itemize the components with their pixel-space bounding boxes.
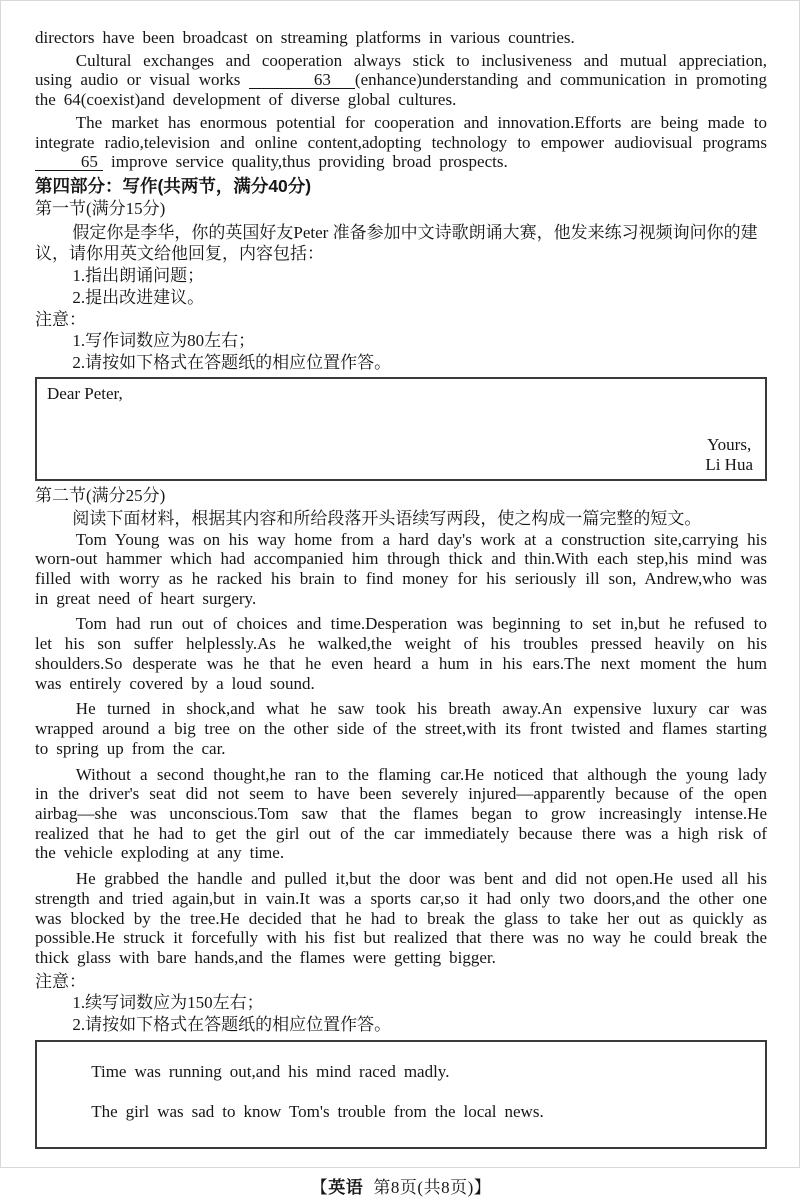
grammar-paragraph-63-before: Cultural exchanges and cooperation always stick to inclusiveness and mutual appreciation, using audio or visual works [35, 50, 767, 90]
continuation-starter-2: The girl was sad to know Tom's trouble from the local news. [91, 1102, 544, 1122]
section2-note-1: 1.续写词数应为150左右； [72, 993, 264, 1013]
footer-subject: 英语 [328, 1177, 364, 1197]
section1-note-2: 2.请按如下格式在答题纸的相应位置作答。 [72, 353, 392, 373]
part4-header: 第四部分：写作(共两节，满分40分) [35, 176, 312, 197]
letter-signature: Li Hua [705, 454, 753, 474]
continuation-answer-box [35, 1040, 767, 1149]
section2-note-2: 2.请按如下格式在答题纸的相应位置作答。 [72, 1015, 392, 1035]
section1-point-1: 1.指出朗诵问题； [72, 266, 205, 286]
blank-63: 63 [249, 71, 355, 89]
page-footer [35, 1173, 767, 1198]
letter-closing: Yours, [707, 434, 752, 454]
grammar-paragraph-65-before: The market has enormous potential for cooperation and innovation.Efforts are being made to integrate radio,television and online content,adopting technology to empower audiovisual programs [35, 112, 767, 152]
footer-page-info: 第8页(共8页) [373, 1177, 474, 1197]
grammar-carryover-line: directors have been broadcast on streaming platforms in various countries. [35, 28, 575, 47]
section1-point-2: 2.提出改进建议。 [72, 287, 205, 307]
grammar-paragraph-63 [35, 51, 767, 110]
blank-65: 65 [35, 153, 103, 171]
footer-bracket-close: 】 [473, 1177, 492, 1197]
grammar-paragraph-65 [35, 113, 767, 172]
story-paragraph-3: He turned in shock,and what he saw took his breath away.An expensive luxury car was wrapped around a big tree on the other side of the street,with its front twisted and flames starting to spring up from the car. [35, 699, 767, 758]
story-paragraph-2: Tom had run out of choices and time.Desperation was beginning to set in,but he refused to let his son suffer helplessly.As he walked,the weight of his troubles pressed heavily on his shoulders.So desperate was he that he even heard a hum in his ears.The next moment the hum was entirely covered by a loud sound. [35, 614, 767, 693]
continuation-gap [47, 1082, 755, 1102]
section2-title: 第二节(满分25分) [35, 485, 166, 505]
section1-title: 第一节(满分15分) [35, 199, 166, 219]
letter-salutation: Dear Peter, [47, 383, 123, 403]
continuation-starter-1: Time was running out,and his mind raced madly. [91, 1061, 450, 1081]
footer-bracket-open: 【 [310, 1177, 329, 1197]
grammar-paragraph-63-after: (enhance)understanding and communication in promoting the 64(coexist)and development of diverse global cultures. [35, 70, 767, 110]
grammar-paragraph-65-after: improve service quality,thus providing broad prospects. [111, 152, 508, 172]
story-paragraph-5: He grabbed the handle and pulled it,but the door was bent and did not open.He used all his strength and tried again,but in vain.It was a sports car,so it had only two doors,and the other one was blocked by the tree.He decided that he had to break the glass to take her out as quickly as possible.He struck it forcefully with his fist but realized that there was no way he could break the thick glass with bare hands,and the flames were getting bigger. [35, 869, 767, 967]
section1-note-1: 1.写作词数应为80左右； [72, 331, 256, 351]
section2-intro: 阅读下面材料，根据其内容和所给段落开头语续写两段，使之构成一篇完整的短文。 [72, 508, 702, 528]
story-paragraph-4: Without a second thought,he ran to the flaming car.He noticed that although the young lady in the driver's seat did not seem to have been severely injured—apparently because of the open airbag—she was unconscious.Tom saw that the flames began to grow increasingly intense.He realized that he had to get the girl out of the car immediately because there was a high risk of the vehicle exploding at any time. [35, 764, 767, 863]
section1-notice-label: 注意： [35, 309, 86, 329]
letter-answer-box [35, 377, 767, 481]
section2-notice-label: 注意： [35, 971, 86, 991]
letter-closing-block [705, 435, 753, 475]
story-paragraph-1: Tom Young was on his way home from a hard day's work at a construction site,carrying his worn-out hammer which had accompanied him through thick and thin.With each step,his mind was filled with worry as he racked his brain to find money for his seriously ill son, Andrew,who was in great need of heart surgery. [35, 529, 767, 608]
section1-intro: 假定你是李华，你的英国好友Peter 准备参加中文诗歌朗诵大赛，他发来练习视频询问你的建议，请你用英文给他回复，内容包括： [35, 222, 758, 264]
